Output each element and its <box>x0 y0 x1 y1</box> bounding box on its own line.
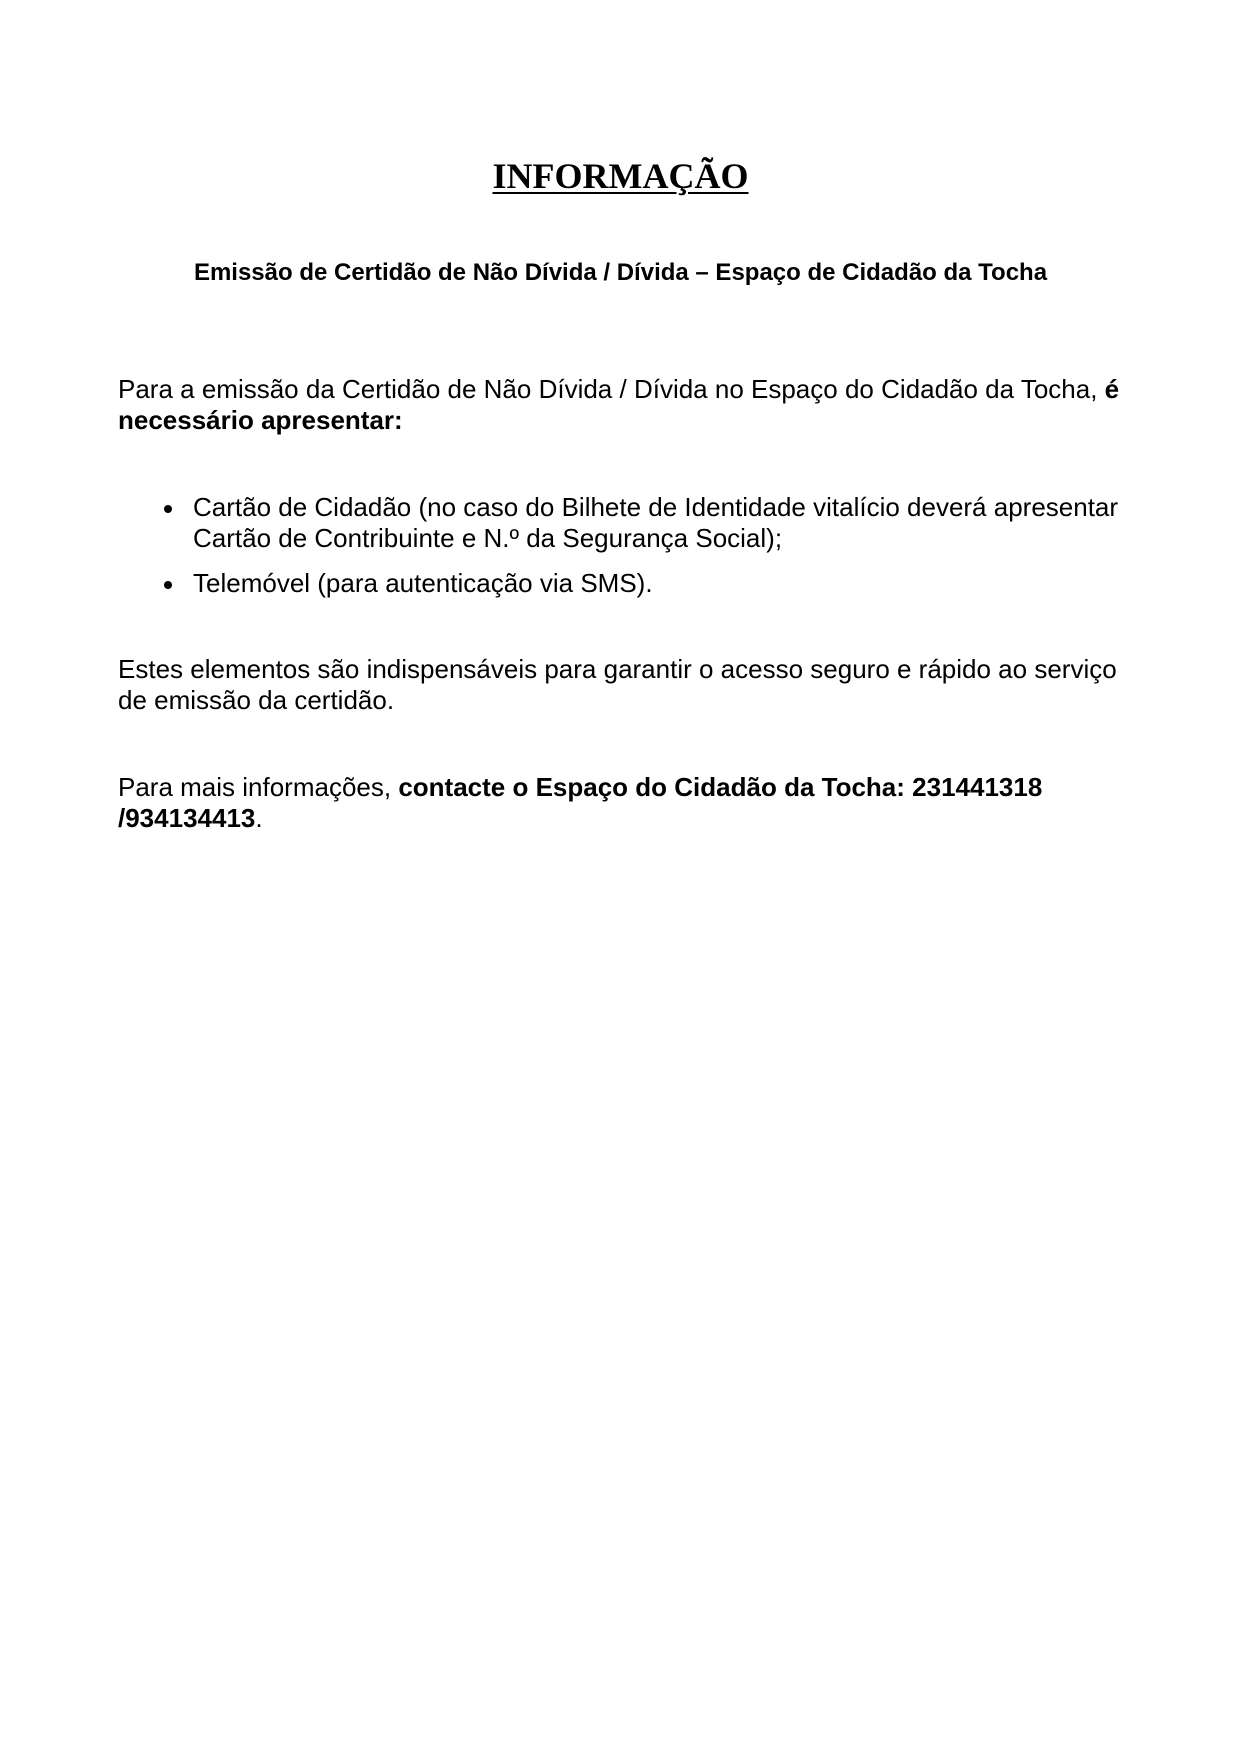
bullet-icon <box>164 505 172 513</box>
document-title-text: INFORMAÇÃO <box>492 156 749 196</box>
contact-text: Para mais informações, <box>118 772 399 802</box>
requirement-text: Cartão de Cidadão (no caso do Bilhete de Identidade vitalício deverá apresentar Cartão de Contribuinte e N.º da Segurança Social); <box>193 492 1119 553</box>
contact-end-text: . <box>255 803 263 833</box>
document-title <box>0 154 1241 198</box>
requirement-text: Telemóvel (para autenticação via SMS). <box>193 568 653 598</box>
intro-bold-text: é necessário apresentar: <box>118 374 1120 435</box>
requirements-list <box>118 492 1128 613</box>
contact-bold-text: contacte o Espaço do Cidadão da Tocha: 231441318 /934134413 <box>118 772 1043 833</box>
intro-text: Para a emissão da Certidão de Não Dívida / Dívida no Espaço do Cidadão da Tocha, <box>118 374 1105 404</box>
list-item <box>118 492 1128 554</box>
list-item <box>118 568 1128 599</box>
contact-paragraph <box>118 772 1128 834</box>
document-subtitle: Emissão de Certidão de Não Dívida / Dívida – Espaço de Cidadão da Tocha <box>193 259 1048 286</box>
closing-paragraph: Estes elementos são indispensáveis para garantir o acesso seguro e rápido ao serviço de emissão da certidão. <box>118 654 1117 715</box>
intro-paragraph <box>118 374 1128 436</box>
bullet-icon <box>164 581 172 589</box>
